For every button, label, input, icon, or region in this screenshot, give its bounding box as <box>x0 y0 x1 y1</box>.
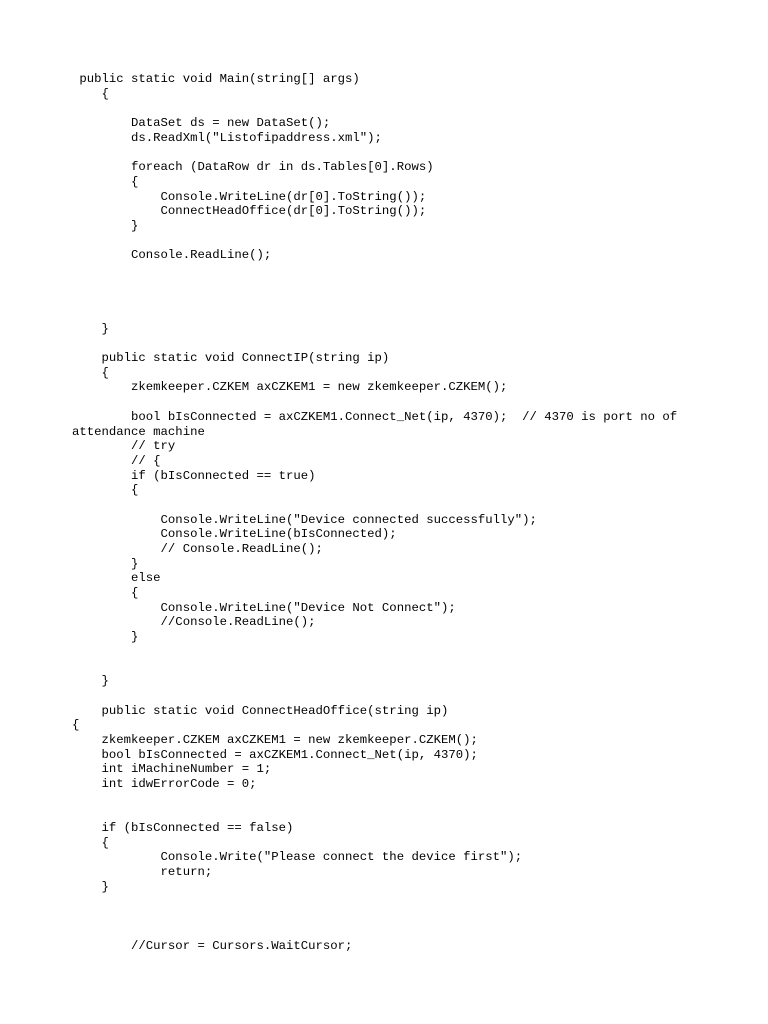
code-line: Console.ReadLine(); <box>72 248 272 263</box>
code-line: } <box>72 879 109 894</box>
code-line <box>72 395 677 410</box>
code-line <box>72 645 677 660</box>
code-line <box>72 689 677 704</box>
code-line <box>72 278 677 293</box>
code-line: Console.Write("Please connect the device first"); <box>72 850 523 865</box>
code-line: ConnectHeadOffice(dr[0].ToString()); <box>72 204 427 219</box>
code-line: bool bIsConnected = axCZKEM1.Connect_Net(ip, 4370); <box>72 747 478 762</box>
code-line: } <box>72 630 139 645</box>
code-line: { <box>72 835 109 850</box>
code-line: zkemkeeper.CZKEM axCZKEM1 = new zkemkeeper.CZKEM(); <box>72 732 478 747</box>
code-line: { <box>72 586 139 601</box>
code-line <box>72 909 677 924</box>
code-line <box>72 263 677 278</box>
code-line <box>72 806 677 821</box>
code-line: int idwErrorCode = 0; <box>72 777 257 791</box>
code-line <box>72 234 677 249</box>
code-line <box>72 924 677 939</box>
code-line: DataSet ds = new DataSet(); <box>72 116 331 131</box>
code-line: { <box>72 483 139 498</box>
code-line: Console.WriteLine(dr[0].ToString()); <box>72 189 427 204</box>
code-line: // try <box>72 439 176 454</box>
code-line: } <box>72 556 139 571</box>
code-line: { <box>72 365 109 380</box>
code-line: return; <box>72 865 213 880</box>
code-line: zkemkeeper.CZKEM axCZKEM1 = new zkemkeeper.CZKEM(); <box>72 380 508 395</box>
code-line: { <box>72 718 80 733</box>
code-line: ds.ReadXml("Listofipaddress.xml"); <box>72 130 382 145</box>
code-line: attendance machine <box>72 424 205 439</box>
code-line: if (bIsConnected == false) <box>72 821 294 836</box>
code-line: foreach (DataRow dr in ds.Tables[0].Rows) <box>72 160 434 175</box>
code-line: if (bIsConnected == true) <box>72 468 316 483</box>
code-line: Console.WriteLine("Device Not Connect"); <box>72 600 456 615</box>
code-line <box>72 307 677 322</box>
code-line: public static void ConnectHeadOffice(string ip) <box>72 703 449 718</box>
code-line <box>72 498 677 513</box>
code-line: else <box>72 571 161 586</box>
code-line: } <box>72 218 139 233</box>
code-line: public static void Main(string[] args) <box>72 72 360 86</box>
code-line <box>72 292 677 307</box>
code-line: //Cursor = Cursors.WaitCursor; <box>72 938 353 953</box>
code-line: public static void ConnectIP(string ip) <box>72 351 390 366</box>
code-block <box>72 72 677 953</box>
code-line: int iMachineNumber = 1; <box>72 762 272 777</box>
code-line <box>72 660 677 675</box>
code-line: { <box>72 86 109 101</box>
code-line: // Console.ReadLine(); <box>72 542 323 556</box>
code-line: { <box>72 174 139 189</box>
code-line: Console.WriteLine(bIsConnected); <box>72 527 397 542</box>
code-line: Console.WriteLine("Device connected successfully"); <box>72 512 537 527</box>
code-line: // { <box>72 453 161 468</box>
code-line <box>72 792 677 807</box>
code-line: bool bIsConnected = axCZKEM1.Connect_Net(ip, 4370); // 4370 is port no of <box>72 409 678 424</box>
code-line <box>72 895 677 910</box>
code-line: } <box>72 321 109 336</box>
code-line: //Console.ReadLine(); <box>72 615 316 630</box>
code-line <box>72 145 677 160</box>
code-line: } <box>72 674 109 689</box>
code-line <box>72 336 677 351</box>
code-line <box>72 101 677 116</box>
